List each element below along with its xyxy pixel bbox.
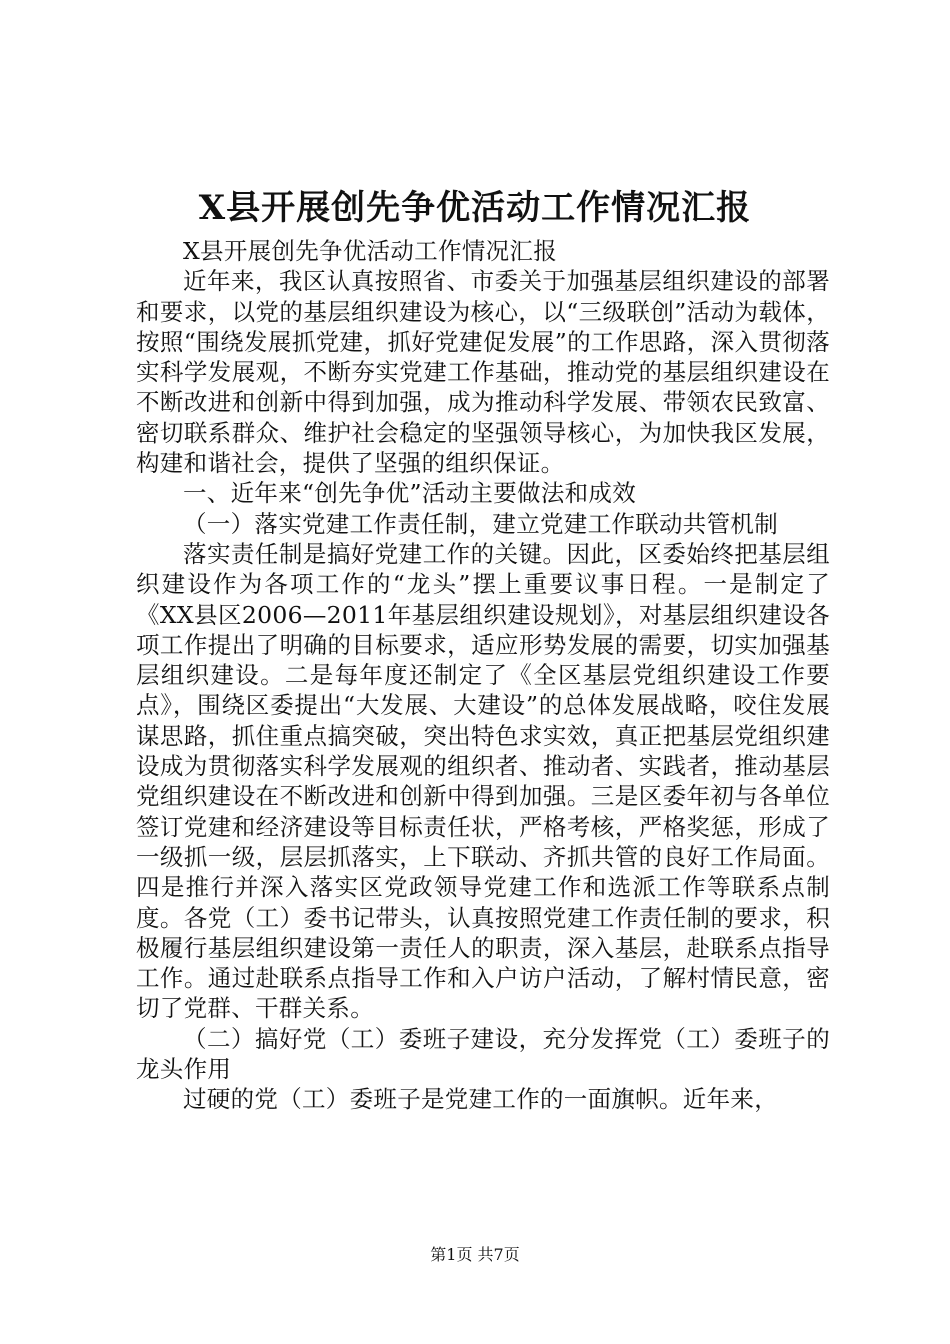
subsection-heading-2: （二）搞好党（工）委班子建设，充分发挥党（工）委班子的龙头作用 [136, 1024, 830, 1084]
paragraph-responsibility: 落实责任制是搞好党建工作的关键。因此，区委始终把基层组织建设作为各项工作的“龙头”摆上重要议事日程。一是制定了《XX县区2006—2011年基层组织建设规划》，对基层组织建设各项工作提出了明确的目标要求，适应形势发展的需要，切实加强基层组织建设。二是每年度还制定了《全区基层党组织建设工作要点》，围绕区委提出“大发展、大建设”的总体发展战略，咬住发展谋思路，抓住重点搞突破，突出特色求实效，真正把基层党组织建设成为贯彻落实科学发展观的组织者、推动者、实践者，推动基层党组织建设在不断改进和创新中得到加强。三是区委年初与各单位签订党建和经济建设等目标责任状，严格考核，严格奖惩，形成了一级抓一级，层层抓落实，上下联动、齐抓共管的良好工作局面。四是推行并深入落实区党政领导党建工作和选派工作等联系点制度。各党（工）委书记带头，认真按照党建工作责任制的要求，积极履行基层组织建设第一责任人的职责，深入基层，赴联系点指导工作。通过赴联系点指导工作和入户访户活动，了解村情民意，密切了党群、干群关系。 [136, 539, 830, 1023]
paragraph-leadership: 过硬的党（工）委班子是党建工作的一面旗帜。近年来， [183, 1085, 778, 1114]
paragraph-subtitle: X县开展创先争优活动工作情况汇报 [183, 237, 558, 265]
document-body [136, 236, 830, 1115]
paragraph-intro: 近年来，我区认真按照省、市委关于加强基层组织建设的部署和要求，以党的基层组织建设为核心，以“三级联创”活动为载体，按照“围绕发展抓党建，抓好党建促发展”的工作思路，深入贯彻落实科学发展观，不断夯实党建工作基础，推动党的基层组织建设在不断改进和创新中得到加强，成为推动科学发展、带领农民致富、密切联系群众、维护社会稳定的坚强领导核心，为加快我区发展，构建和谐社会，提供了坚强的组织保证。 [136, 267, 830, 478]
section-heading-1: 一、近年来“创先争优”活动主要做法和成效 [183, 479, 637, 508]
page-footer: 第1页 共7页 [430, 1245, 520, 1264]
document-title: X县开展创先争优活动工作情况汇报 [198, 188, 752, 228]
subsection-heading-1: （一）落实党建工作责任制，建立党建工作联动共管机制 [183, 509, 778, 538]
